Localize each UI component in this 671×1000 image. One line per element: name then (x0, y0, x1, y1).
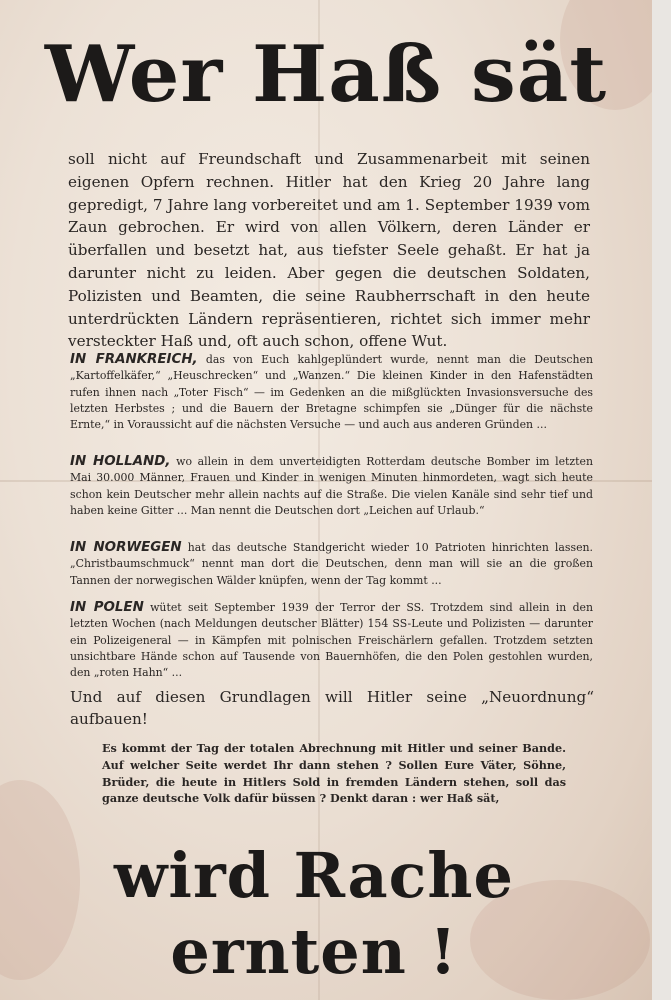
leaflet-footer-slogan: wird Rache ernten ! (114, 839, 514, 988)
leaflet-headline: Wer Haß sät (44, 29, 608, 120)
section-lead: IN NORWEGEN (70, 540, 182, 555)
closing-paragraph: Und auf diesen Grundlagen will Hitler seine „Neuordnung“ aufbauen! (70, 688, 594, 728)
section-text: das von Euch kahlgeplündert wurde, nennt man die Deutschen „Kartoffelkäfer,“ „Heuschrecken“ und „Wanzen.“ Die kleinen Kinder in den Hafenstädten rufen ihnen nach „Toter Fisch“ — im Gedenken an die mißglückten Invasionsversuche des letzten Herbstes ; und die Bauern der Bretagne schimpfen sie „Dünger für die nächste Ernte,“ in Voraussicht auf die nächsten Versuche — und auch aus anderen Gründen ... (70, 353, 593, 432)
section-holland (70, 454, 593, 519)
section-poland (70, 600, 593, 681)
section-lead: IN POLEN (70, 600, 144, 615)
section-text: hat das deutsche Standgericht wieder 10 Patrioten hinrichten lassen. „Christbaumschmuck“ nennt man dort die Deutschen, denn man will sie an die großen Tannen der norwegischen Wälder knüpfen, wenn der Tag kommt ... (70, 541, 594, 587)
section-lead: IN HOLLAND, (70, 454, 171, 469)
section-norway (70, 540, 593, 589)
section-text: wütet seit September 1939 der Terror der SS. Trotzdem sind allein in den letzten Wochen (nach Meldungen deutscher Blätter) 154 SS-Leute und Polizisten — darunter ein Polizeigeneral — in Kämpfen mit polnischen Freischärlern gefallen. Trotzdem setzten unsichtbare Hände schon auf Tausende von Bauernhöfen, die den Polen gestohlen wurden, den „roten Hahn“ ... (70, 601, 594, 680)
section-france (70, 352, 593, 433)
section-lead: IN FRANKREICH, (70, 352, 198, 367)
final-appeal: Es kommt der Tag der totalen Abrechnung mit Hitler und seiner Bande. Auf welcher Seite werdet Ihr dann stehen ? Sollen Eure Väter, Söhne, Brüder, die heute in Hitlers Sold in fremden Ländern stehen, soll das ganze deutsche Volk dafür büssen ? Denkt daran : wer Haß sät, (102, 741, 566, 806)
section-text: wo allein in dem unverteidigten Rotterdam deutsche Bomber im letzten Mai 30.000 Männer, Frauen und Kinder in wenigen Minuten hinmordeten, wagt sich heute schon kein Deutscher mehr allein nachts auf die Straße. Die vielen Kanäle sind sehr tief und haben keine Gitter ... Man nennt die Deutschen dort „Leichen auf Urlaub.“ (70, 455, 593, 517)
scan-edge (652, 0, 671, 1000)
intro-paragraph: soll nicht auf Freundschaft und Zusammenarbeit mit seinen eigenen Opfern rechnen. Hitler hat den Krieg 20 Jahre lang gepredigt, 7 Jahre lang vorbereitet und am 1. September 1939 vom Zaun gebrochen. Er wird von allen Völkern, deren Länder er überfallen und besetzt hat, aus tiefster Seele gehaßt. Er hat ja darunter nicht zu leiden. Aber gegen die deutschen Soldaten, Polizisten und Beamten, die seine Raubherrschaft in den heute unterdrückten Ländern repräsentieren, richtet sich immer mehr versteckter Haß und, oft auch schon, offene Wut. (68, 150, 590, 351)
